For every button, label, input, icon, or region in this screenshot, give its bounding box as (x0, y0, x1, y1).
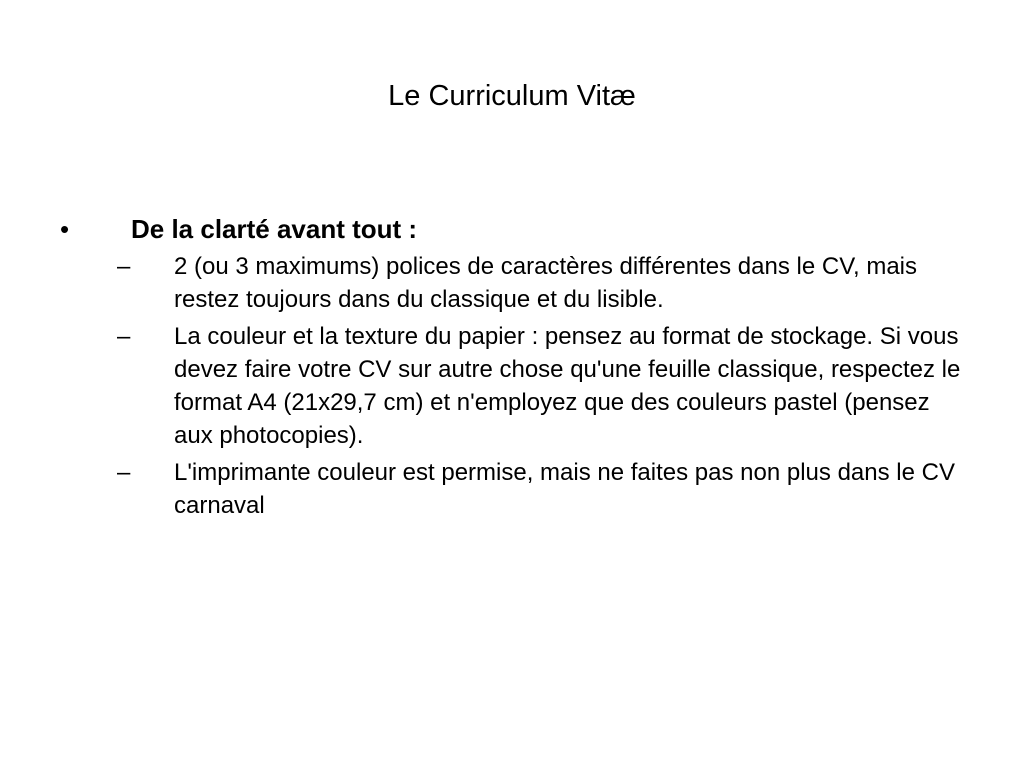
sub-bullet-marker: – (117, 253, 131, 280)
sub-bullet-marker: – (117, 323, 131, 350)
slide-content (0, 210, 1024, 526)
sub-bullet-text: L'imprimante couleur est permise, mais ne faites pas non plus dans le CV carnaval (174, 459, 955, 519)
slide-title: Le Curriculum Vitæ (388, 80, 636, 112)
bullet-marker: • (60, 214, 70, 244)
sub-bullet-text: La couleur et la texture du papier : pensez au format de stockage. Si vous devez faire votre CV sur autre chose qu'une feuille classique, respectez le format A4 (21x29,7 cm) et n'employez que des couleurs pastel (pensez aux photocopies). (174, 323, 961, 449)
sub-bullet-item (0, 320, 1024, 452)
sub-bullet-item (0, 456, 1024, 522)
sub-bullet-text: 2 (ou 3 maximums) polices de caractères différentes dans le CV, mais restez toujours dans du classique et du lisible. (174, 253, 918, 313)
sub-bullet-marker: – (117, 459, 131, 486)
bullet-heading: De la clarté avant tout : (131, 214, 418, 244)
sub-bullet-item (0, 250, 1024, 316)
sub-bullet-list (0, 250, 1024, 522)
bullet-item (0, 210, 1024, 250)
